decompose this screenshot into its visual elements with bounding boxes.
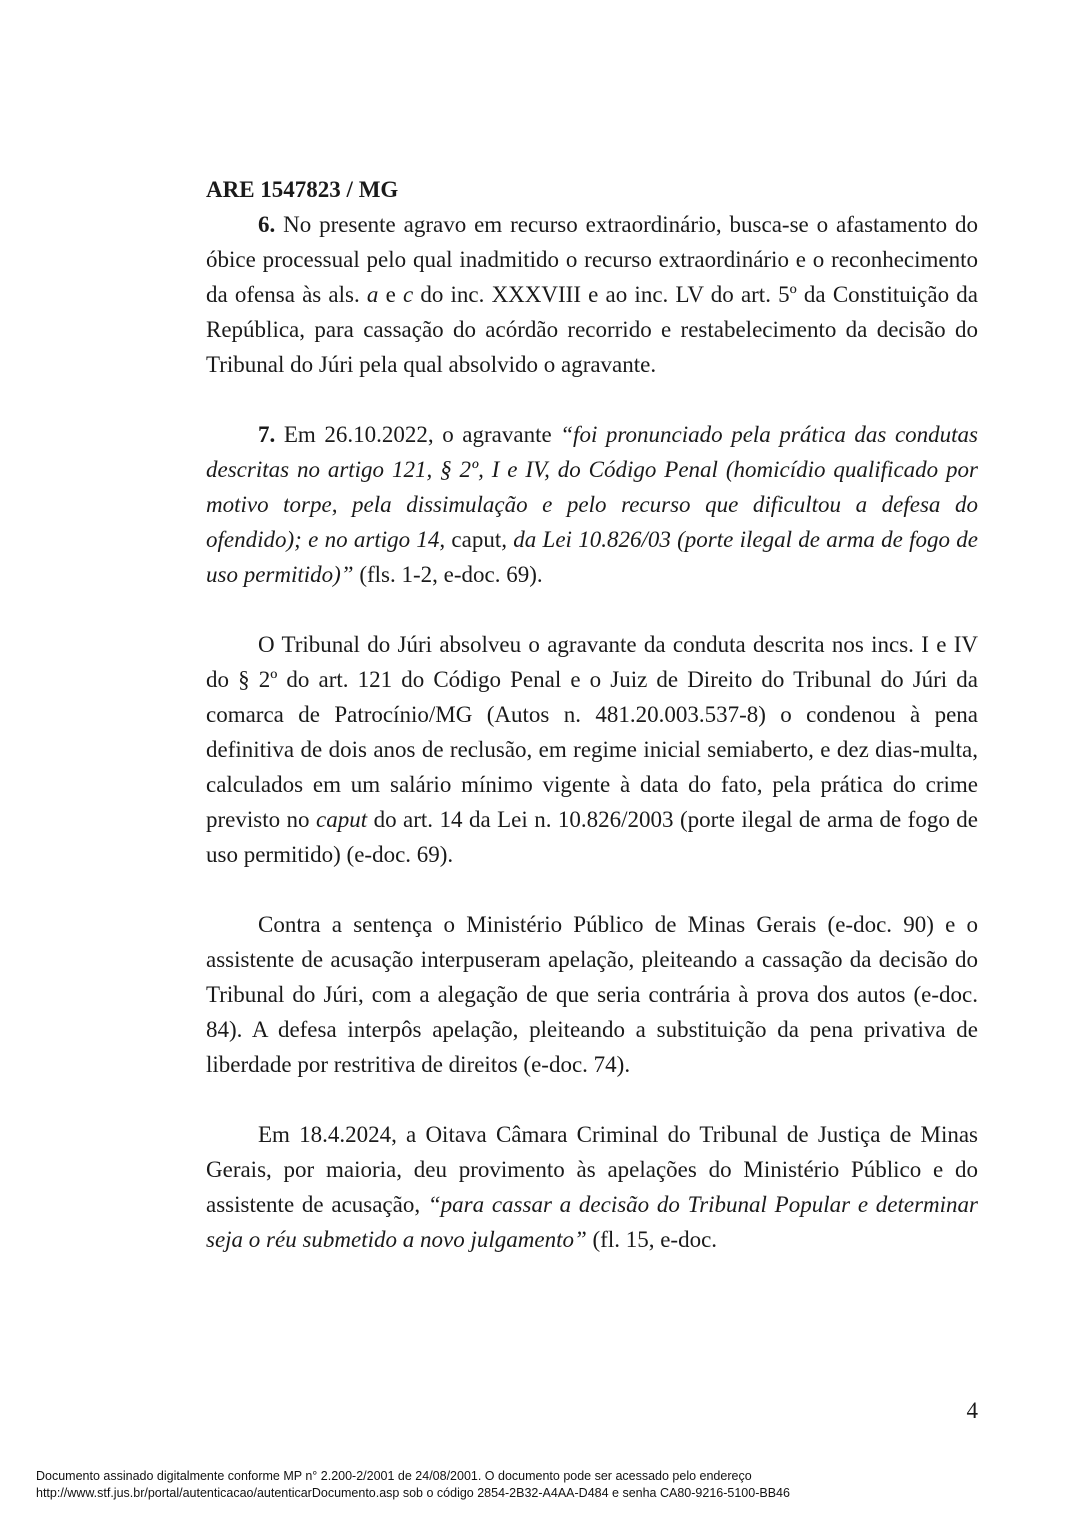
- paragraph-6: 6. No presente agravo em recurso extraordinário, busca-se o afastamento do óbice processual pelo qual inadmitido o recurso extraordinário e o reconhecimento da ofensa às als. a e c do inc. XXXVIII e ao inc. LV do art. 5º da Constituição da República, para cassação do acórdão recorrido e restabelecimento da decisão do Tribunal do Júri pela qual absolvido o agravante.: [206, 212, 978, 377]
- paragraph-8: O Tribunal do Júri absolveu o agravante da conduta descrita nos incs. I e IV do § 2º do art. 121 do Código Penal e o Juiz de Direito do Tribunal do Júri da comarca de Patrocínio/MG (Autos n. 481.20.003.537-8) o condenou à pena definitiva de dois anos de reclusão, em regime inicial semiaberto, e dez dias-multa, calculados em um salário mínimo vigente à data do fato, pela prática do crime previsto no caput do art. 14 da Lei n. 10.826/2003 (porte ilegal de arma de fogo de uso permitido) (e-doc. 69).: [206, 632, 978, 867]
- digital-signature-footer: [36, 1468, 1056, 1502]
- paragraph-10: Em 18.4.2024, a Oitava Câmara Criminal do Tribunal de Justiça de Minas Gerais, por maioria, deu provimento às apelações do Ministério Público e do assistente de acusação, “para cassar a decisão do Tribunal Popular e determinar seja o réu submetido a novo julgamento” (fl. 15, e-doc.: [206, 1122, 978, 1252]
- document-body: [206, 172, 978, 1257]
- footer-line-1: Documento assinado digitalmente conforme MP n° 2.200-2/2001 de 24/08/2001. O documento pode ser acessado pelo endereço: [36, 1469, 752, 1483]
- paragraph-9: Contra a sentença o Ministério Público de Minas Gerais (e-doc. 90) e o assistente de acusação interpuseram apelação, pleiteando a cassação da decisão do Tribunal do Júri, com a alegação de que seria contrária à prova dos autos (e-doc. 84). A defesa interpôs apelação, pleiteando a substituição da pena privativa de liberdade por restritiva de direitos (e-doc. 74).: [206, 912, 978, 1077]
- paragraph-number: 7.: [258, 422, 276, 447]
- case-number-header: ARE 1547823 / MG: [206, 177, 399, 202]
- paragraph-number: 6.: [258, 212, 276, 237]
- quotation: “foi pronunciado pela prática das condutas descritas no artigo 121, § 2º, I e IV, do Código Penal (homicídio qualificado por motivo torpe, pela dissimulação e pelo recurso que dificultou a defesa do ofendido); e no artigo 14,: [206, 422, 979, 552]
- page-number: 4: [966, 1398, 978, 1423]
- quotation: , da Lei 10.826/03 (porte ilegal de arma de fogo de uso permitido)”: [206, 527, 979, 587]
- quotation: “para cassar a decisão do Tribunal Popular e determinar seja o réu submetido a novo julgamento”: [206, 1192, 978, 1252]
- paragraph-7: 7. Em 26.10.2022, o agravante “foi pronunciado pela prática das condutas descritas no artigo 121, § 2º, I e IV, do Código Penal (homicídio qualificado por motivo torpe, pela dissimulação e pelo recurso que dificultou a defesa do ofendido); e no artigo 14, caput, da Lei 10.826/03 (porte ilegal de arma de fogo de uso permitido)” (fls. 1-2, e-doc. 69).: [206, 422, 979, 587]
- footer-line-2: http://www.stf.jus.br/portal/autenticacao/autenticarDocumento.asp sob o código 2854-2B32-A4AA-D484 e senha CA80-9216-5100-BB46: [36, 1486, 790, 1500]
